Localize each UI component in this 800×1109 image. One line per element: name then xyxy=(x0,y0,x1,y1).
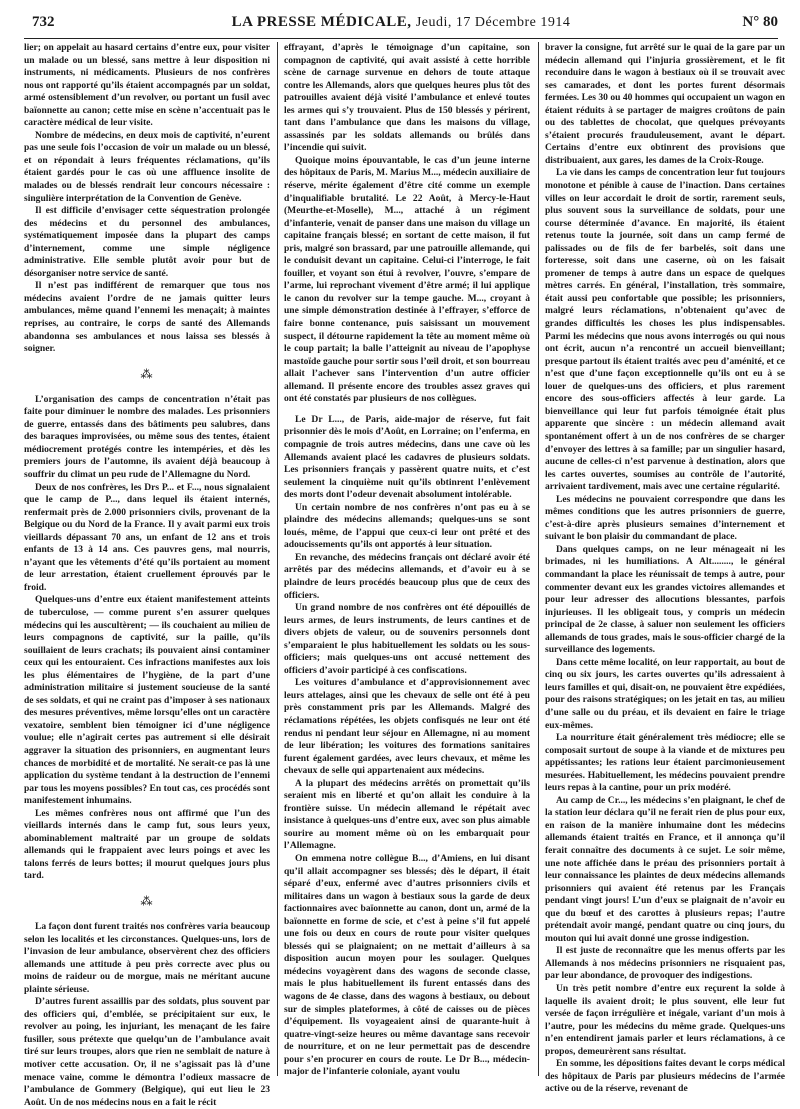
paragraph: D’autres furent assaillis par des soldats, plus souvent par des officiers qui, d’emblée, se précipitaient sur eux, le revolver au poing, les injuriant, les menaçant de les faire fusiller, sous prétexte que quelqu’un de l’ambulance avait tiré sur leurs troupes, alors que rien ne semblait de nature à motiver cette accusation. Or, il ne s’agissait pas là d’une menace vaine, comme le démontra l’odieux massacre de l’ambulance de Gommery (Belgique), qui eut lieu le 23 Août. Un de nos médecins nous en a fait le récit xyxy=(24,996,270,1108)
section-ornament: ⁂ xyxy=(140,894,154,908)
paragraph: Un certain nombre de nos confrères n’ont pas eu à se plaindre des médecins allemands; quelques-uns se sont loués, même, de l’appui que ceux-ci leur ont prêté et des adoucissements qu’ils ont apportés à leur situation. xyxy=(284,501,530,551)
issue-date: Jeudi, 17 Décembre 1914 xyxy=(415,15,571,30)
paragraph: Au camp de Cr..., les médecins s’en plaignant, le chef de la station leur déclara qu’il ne ferait rien de plus pour eux, en raison de la manière inhumaine dont les médecins allemands étaient traités en France, et il annonça qu’il ferait connaître des documents à ce sujet. Le soir même, une note affichée dans le préau des prisonniers portait à leur connaissance les plaintes de deux médecins allemands prisonniers qui avaient été retenus par les Français pendant vingt jours! L’un d’eux se plaignait de n’avoir eu que du bœuf et des carottes à plusieurs repas; l’autre prétendait avoir mangé, pendant quatre ou cinq jours, du mouton qui lui avait donné une grosse indigestion. xyxy=(545,794,785,944)
paragraph: La nourriture était généralement très médiocre; elle se composait surtout de soupe à la viande et de mixtures peu appétissantes; les rations leur étaient parcimonieusement mesurées. Habituellement, les médecins pouvaient prendre leurs repas à la cantine, pour un prix modéré. xyxy=(545,732,785,794)
paragraph: On emmena notre collègue B..., d’Amiens, en lui disant qu’il allait accompagner ses blessés; dès le départ, il était séparé d’eux, enfermé avec d’autres prisonniers civils et militaires dans un wagon à bestiaux sous la garde de deux factionnaires avec baïonnette au canon, dont un, armé de la baïonnette en forme de scie, et c’est à peine s’il fut appelé une fois ou deux en cours de route pour visiter quelques blessés qui se plaignaient; on ne mettait d’ailleurs à sa disposition aucun moyen pour les soulager. Quelques médecins voyagèrent dans des wagons de seconde classe, mais le plus habituellement ils furent entassés dans des wagons de 4e classe, dans des wagons à bestiaux, ou debout sur de simples plateformes, à côté de caisses ou de pièces d’équipement. Ils voyageaient ainsi de quarante-huit à quatre-vingt-seize heures ou même davantage sans recevoir de nourriture, et on ne leur permettait pas de descendre pour s’en procurer en cours de route. Le Dr B..., médecin-major de l’infanterie coloniale, ayant voulu xyxy=(284,853,530,1078)
paragraph: Nombre de médecins, en deux mois de captivité, n’eurent pas une seule fois l’occasion de voir un malade ou un blessé, et on répondait à leurs fréquentes réclamations, qu’ils étaient gardés pour le cas où une affluence insolite de malades ou de blessés rendrait leur concours nécessaire : singulière interprétation de la Convention de Genève. xyxy=(24,129,270,204)
text-column-2 xyxy=(284,42,530,1078)
header-rule xyxy=(24,38,778,39)
column-divider xyxy=(538,42,539,1076)
paragraph: Il est difficile d’envisager cette séquestration prolongée des médecins et du personnel des ambulances, systématiquement imposée dans la plupart des camps d’internement, comme une simple négligence administrative. Elle semble plutôt avoir pour but de désorganiser notre service de santé. xyxy=(24,205,270,279)
section-ornament: ⁂ xyxy=(140,366,154,381)
paragraph: braver la consigne, fut arrêté sur le quai de la gare par un médecin allemand qui l’injuria grossièrement, et le fit reconduire dans le wagon à bestiaux où il se trouvait avec ses camarades, et dont les portes furent désormais fermées. Les 30 ou 40 hommes qui occupaient un wagon en étaient réduits à se partager de maigres croûtons de pain ou des tablettes de chocolat, que quelques prévoyants s’étaient procurés frauduleusement, avant le départ. Certains d’entre eux obtinrent des provisions que distribuaient, aux gares, les dames de la Croix-Rouge. xyxy=(545,42,785,166)
paragraph: Quelques-uns d’entre eux étaient manifestement atteints de tuberculose, — comme purent s’en assurer quelques médecins qui les auscultèrent; — ils couchaient au milieu de leurs compagnons de captivité, sur la paille, qu’ils souillaient de leurs crachats; ils pouvaient ainsi contaminer ceux qui les entouraient. Ces infractions manifestes aux lois les plus élémentaires de l’hygiène, de la part d’une administration militaire si justement soucieuse de la santé de ses soldats, et qui ne craint pas d’imposer à ses nationaux des mesures préventives, même lorsqu’elles ont un caractère vexatoire, semblent bien témoigner ici d’une négligence voulue; elle n’agirait certes pas autrement si elle désirait aggraver la situation des prisonniers, en augmentant leurs chances de morbidité et de mortalité. Ne serait-ce pas là une application du système tendant à la destruction de l’ennemi par tous les moyens possibles? En tout cas, ces procédés sont manifestement inhumains. xyxy=(24,594,270,807)
paragraph: En somme, les dépositions faites devant le corps médical des hôpitaux de Paris par plusieurs médecins de l’armée active ou de la réserve, revenant de xyxy=(545,1058,785,1095)
column-divider xyxy=(277,42,278,1076)
paragraph: A la plupart des médecins arrêtés on promettait qu’ils seraient mis en liberté et qu’on allait les conduire à la frontière suisse. Un médecin allemand le répétait avec insistance à quelques-uns d’entre eux, avec son plus aimable sourire au moment même où on les embarquait pour l’Allemagne. xyxy=(284,777,530,852)
masthead xyxy=(24,14,778,31)
text-column-1 xyxy=(24,42,270,1108)
page-number: 732 xyxy=(32,14,55,30)
paragraph: En revanche, des médecins français ont déclaré avoir été arrêtés par des médecins allemands, et d’avoir eu à se plaindre de leurs procédés beaucoup plus que de ceux des officiers. xyxy=(284,551,530,601)
paragraph: lier; on appelait au hasard certains d’entre eux, pour visiter un malade ou un blessé, sans mettre à leur disposition ni instruments, ni médicaments. Plusieurs de nos confrères nous ont rapporté qu’ils étaient accompagnés par un soldat, armé ostensiblement d’un revolver, ou portant un fusil avec baïonnette au canon; cette mise en scène n’accentuait pas le caractère médical de leur visite. xyxy=(24,42,270,129)
paragraph: La vie dans les camps de concentration leur fut toujours monotone et pénible à cause de l’inaction. Dans certaines villes on leur accordait le droit de sortir, rarement seuls, plus souvent sous la surveillance de soldats, pour une course déterminée d’avance. En majorité, ils étaient retenus toute la journée, soit dans un camp fermé de palissades ou de fils de fer barbelés, soit dans une forteresse, soit dans une caserne, où on les faisait promener de temps à autre dans un espace de quelques mètres carrés. En général, l’installation, très sommaire, était aussi peu confortable que possible; les prisonniers, malgré leurs réclamations, n’obtenaient qu’avec de grandes difficultés les choses les plus indispensables. Parmi les médecins que nous avons interrogés ou qui nous ont écrit, aucun n’a rencontré un accueil bienveillant; presque partout ils étaient traités avec peu d’aménité, et ce n’est que d’une façon exceptionnelle qu’ils ont eu à se louer de quelques-uns des officiers, et plus rarement encore des sous-officiers affectés à leur garde. La bienveillance qui leur fut parfois témoignée était plus apparente que sincère : un médecin allemand avait spontanément offert à un de nos confrères de se charger d’envoyer des lettres à sa famille; par un singulier hasard, aucune de celles-ci n’est parvenue à destination, alors que les cartes ouvertes, soumises au contrôle de l’autorité, arrivaient tardivement, mais avec une certaine régularité. xyxy=(545,167,785,493)
text-column-3 xyxy=(545,42,785,1095)
journal-title: LA PRESSE MÉDICALE, xyxy=(231,14,412,30)
paragraph: Il est juste de reconnaître que les menus offerts par les Allemands à nos médecins prisonniers ne risquaient pas, par leur abondance, de provoquer des indigestions. xyxy=(545,945,785,982)
paragraph: Un très petit nombre d’entre eux reçurent la solde à laquelle ils avaient droit; le plus souvent, elle leur fut versée de façon irrégulière et inégale, variant d’un mois à l’autre, pour les médecins du même grade. Quelques-uns n’en entendirent jamais parler et leurs réclamations, à ce propos, demeurèrent sans résultat. xyxy=(545,983,785,1057)
paragraph: La façon dont furent traités nos confrères varia beaucoup selon les localités et les circonstances. Quelques-uns, lors de l’invasion de leur ambulance, observèrent chez des officiers allemands une attitude à peu près correcte avec plus ou moins de raideur ou de morgue, mais ne méritant aucune plainte sérieuse. xyxy=(24,921,270,995)
page-header xyxy=(24,14,778,36)
paragraph: effrayant, d’après le témoignage d’un capitaine, son compagnon de captivité, qui avait assisté à cette horrible scène de carnage survenue en dehors de toute attaque contre les Allemands, alors que quelques heures plus tôt des patrouilles avaient déjà visité l’ambulance et enlevé toutes les armes qui s’y trouvaient. Plus de 150 blessés y périrent, tant dans l’ambulance que dans les maisons du village, assassinés par les soldats allemands ou brûlés dans l’incendie qui suivit. xyxy=(284,42,530,154)
paragraph: Les mêmes confrères nous ont affirmé que l’un des vieillards internés dans le camp fut, sous leurs yeux, abominablement maltraité par un groupe de soldats allemands qui le frappaient avec leurs poings et avec les talons ferrés de leurs bottes; il mourut quelques jours plus tard. xyxy=(24,807,270,882)
paragraph: L’organisation des camps de concentration n’était pas faite pour diminuer le nombre des malades. Les prisonniers de guerre, entassés dans des bâtiments peu salubres, dans des baraques improvisées, ou même sous des tentes, étaient médiocrement protégés contre les intempéries, et dès les premiers jours de l’automne, ils avaient déjà beaucoup à souffrir du climat un peu rude de l’Allemagne du Nord. xyxy=(24,393,270,480)
paragraph: Dans cette même localité, on leur rapportait, au bout de cinq ou six jours, les cartes ouvertes qu’ils adressaient à leurs familles et qui, disait-on, ne pouvaient être expédiées, pour des raisons stratégiques; on les jetait en tas, au milieu d’une salle ou du préau, et ils devaient en faire le triage eux-mêmes. xyxy=(545,656,785,731)
issue-number: N° 80 xyxy=(742,14,778,30)
paragraph: Deux de nos confrères, les Drs P... et F..., nous signalaient que le camp de P..., dans lequel ils étaient internés, renfermait près de 2.000 prisonniers civils, provenant de la Belgique ou du Nord de la France. Il y avait parmi eux trois vieillards dépassant 70 ans, un enfant de 12 ans et trois enfants de 13 à 14 ans. Ces pauvres gens, mal nourris, n’ayant que les vêtements d’été qu’ils portaient au moment de leur arrestation, étaient cruellement éprouvés par le froid. xyxy=(24,481,270,593)
paragraph: Il n’est pas indifférent de remarquer que tous nos médecins avaient l’ordre de ne jamais quitter leurs ambulances, même quand l’ennemi les menaçait; à maintes reprises, au contraire, le corps de santé des Allemands abandonna ses ambulances et nous laissa ses blessés à soigner. xyxy=(24,280,270,355)
paragraph: Quoique moins épouvantable, le cas d’un jeune interne des hôpitaux de Paris, M. Marius M..., médecin auxiliaire de réserve, mérite également d’être cité comme un exemple d’inqualifiable brutalité. Le 22 Août, à Mercy-le-Haut (Meurthe-et-Moselle), M..., attaché à un régiment d’infanterie, venait de panser dans une maison du village un capitaine français blessé; en sortant de cette maison, il fut pris, malgré son brassard, par une patrouille allemande, qui le conduisit devant un capitaine. Celui-ci l’interroge, le fait fouiller, et voyant son étui à revolver, l’ouvre, s’empare de l’arme, lui reprochant vivement d’être armé; il lui applique le canon du revolver sur la tempe gauche. M..., croyant à une simple démonstration destinée à l’effrayer, s’efforce de faire bonne contenance, puis saisissant un mouvement suspect, il détourne rapidement la tête au moment même où le coup partait; la balle l’atteignit au niveau de l’apophyse mastoïde gauche pour sortir sous l’œil droit, et son bourreau allait l’achever sans l’intervention d’un autre officier allemand. Il présente encore des troubles assez graves qui ont été constatés par plusieurs de nos collègues. xyxy=(284,154,530,405)
paragraph: Un grand nombre de nos confrères ont été dépouillés de leurs armes, de leurs instruments, de leurs cantines et de divers objets de valeur, ou de souvenirs personnels dont s’emparaient le plus habituellement les soldats ou les sous-officiers; mais quelques-uns ont accusé nettement des officiers d’avoir participé à ces confiscations. xyxy=(284,602,530,676)
paragraph: Dans quelques camps, on ne leur ménageait ni les brimades, ni les humiliations. A Alt........, le général commandant la place les réunissait de temps à autre, pour commenter devant eux les grandes victoires allemandes et pour leur adresser des allocutions blessantes, parfois injurieuses. Il les obligeait tous, y compris un médecin principal de 2e classe, à saluer non seulement les officiers allemands de tous grades, mais le sous-officier chargé de la surveillance des logements. xyxy=(545,543,785,656)
paragraph: Les voitures d’ambulance et d’approvisionnement avec leurs attelages, ainsi que les chevaux de selle ont été à peu près constamment pris par les Allemands. Malgré des réclamations répétées, les objets confisqués ne leur ont été rendus ni pendant leur séjour en Allemagne, ni au moment de leur libération; les voitures des formations sanitaires furent également gardées, avec leurs chevaux, et même les chevaux de selle qui appartenaient aux médecins. xyxy=(284,677,530,777)
paragraph: Le Dr L..., de Paris, aide-major de réserve, fut fait prisonnier dès le mois d’Août, en Lorraine; on l’enferma, en compagnie de trois autres médecins, dans une cave où les Allemands avaient placé les cadavres de plusieurs soldats. Les prisonniers français y passèrent quatre nuits, et c’est seulement la cinquième nuit qu’ils obtinrent l’enlèvement des morts dont l’odeur devenait absolument intolérable. xyxy=(284,413,530,501)
paragraph: Les médecins ne pouvaient correspondre que dans les mêmes conditions que les autres prisonniers de guerre, c’est-à-dire après plusieurs semaines d’internement et suivant le bon plaisir du commandant de place. xyxy=(545,493,785,543)
